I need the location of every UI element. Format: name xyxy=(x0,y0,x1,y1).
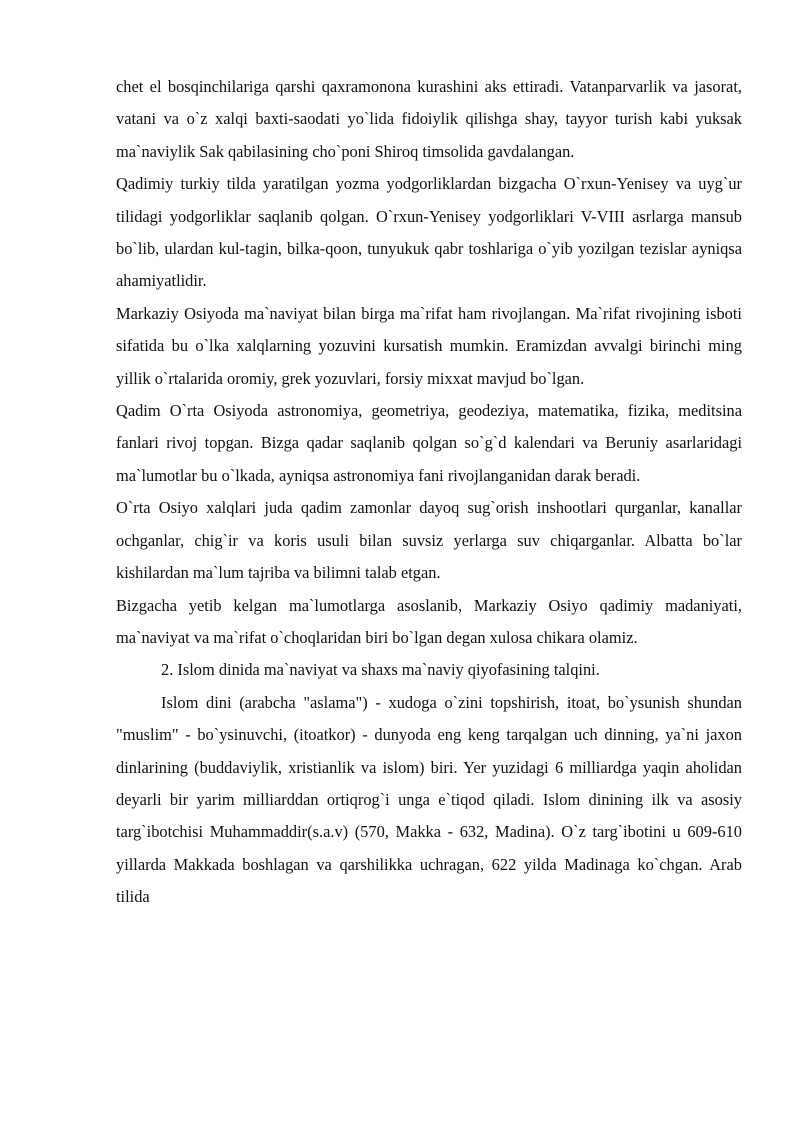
paragraph-islom: Islom dini (arabcha "aslama") - xudoga o`zini topshirish, itoat, bo`ysunish shundan "muslim" - bo`ysinuvchi, (itoatkor) - dunyoda eng keng tarqalgan uch dinning, ya`ni jaxon dinlarining (buddaviylik, xristianlik va islom) biri. Yer yuzidagi 6 milliardga yaqin aholidan deyarli bir yarim milliarddan ortiqrog`i unga e`tiqod qiladi. Islom dinining ilk va asosiy targ`ibotchisi Muhammaddir(s.a.v) (570, Makka - 632, Madina). O`z targ`ibotini u 609-610 yillarda Makkada boshlagan va qarshilikka uchragan, 622 yilda Madinaga ko`chgan. Arab tilida xyxy=(116,692,742,907)
paragraph-shiroq: chet el bosqinchilariga qarshi qaxramonona kurashini aks ettiradi. Vatanparvarlik va jasorat, vatani va o`z xalqi baxti-saodati yo`lida fidoiylik qilishga shay, tayyor turish kabi yuksak ma`naviylik Sak qabilasining cho`poni Shiroq timsolida gavdalangan. xyxy=(116,77,742,161)
paragraph-irrigation: O`rta Osiyo xalqlari juda qadim zamonlar dayoq sug`orish inshootlari qurganlar, kanallar ochganlar, chig`ir va koris usuli bilan suvsiz yerlarga suv chiqarganlar. Albatta bo`lar kishilardan ma`lum tajriba va bilimni talab etgan. xyxy=(116,498,742,583)
paragraph-orxun-yenisey: Qadimiy turkiy tilda yaratilgan yozma yodgorliklardan bizgacha O`rxun-Yenisey va uyg`ur tilidagi yodgorliklar saqlanib qolgan. O`rxun-Yenisey yodgorliklari V-VIII asrlarga mansub bo`lib, ulardan kul-tagin, bilka-qoon, tunyukuk qabr toshlariga o`yib yozilgan tezislar ayniqsa ahamiyatlidir. xyxy=(116,174,742,291)
paragraph-conclusion: Bizgacha yetib kelgan ma`lumotlarga asoslanib, Markaziy Osiyo qadimiy madaniyati, ma`naviyat va ma`rifat o`choqlaridan biri bo`lgan degan xulosa chikara olamiz. xyxy=(116,595,742,647)
document-body xyxy=(116,71,742,914)
paragraph-sciences: Qadim O`rta Osiyoda astronomiya, geometriya, geodeziya, matematika, fizika, meditsina fanlari rivoj topgan. Bizga qadar saqlanib qolgan so`g`d kalendari va Beruniy asarlaridagi ma`lumotlar bu o`lkada, ayniqsa astronomiya fani rivojlanganidan darak beradi. xyxy=(116,401,742,485)
section-heading: 2. Islom dinida ma`naviyat va shaxs ma`naviy qiyofasining talqini. xyxy=(161,660,600,680)
paragraph-marifat: Markaziy Osiyoda ma`naviyat bilan birga ma`rifat ham rivojlangan. Ma`rifat rivojining isboti sifatida bu o`lka xalqlarning yozuvini kursatish mumkin. Eramizdan avvalgi birinchi ming yillik o`rtalarida oromiy, grek yozuvlari, forsiy mixxat mavjud bo`lgan. xyxy=(116,303,742,388)
